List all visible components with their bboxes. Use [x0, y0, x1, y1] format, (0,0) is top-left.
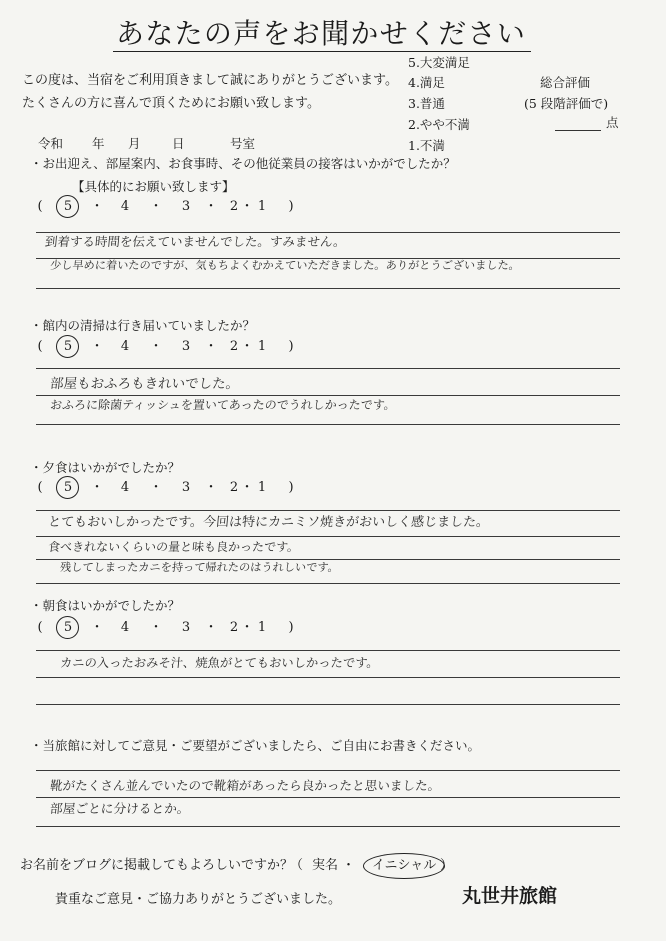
blog-option-real-name: 実名 [312, 858, 339, 873]
answer-rule [36, 770, 620, 771]
scale-open-paren: ( [37, 620, 43, 635]
legend-item-4: 4.満足 [408, 75, 445, 90]
rating-option-5: 5 [60, 620, 76, 636]
rating-option-1: 1 [257, 480, 267, 495]
legend-item-3: 3.普通 [408, 96, 445, 111]
legend-item-5: 5.大変満足 [408, 55, 470, 70]
rating-option-5: 5 [60, 339, 76, 355]
blog-option-initials: イニシャル [372, 858, 437, 873]
question-4-answer-line-1: カニの入ったおみそ汁、焼魚がとてもおいしかったです。 [59, 656, 380, 670]
answer-rule [36, 232, 620, 233]
rating-option-1: 1 [257, 339, 267, 354]
rating-option-4: 4 [120, 620, 130, 635]
question-1-hint: 【具体的にお願い致します】 [72, 179, 235, 194]
overall-rating-label: 総合評価 [540, 75, 591, 90]
answer-rule [36, 368, 620, 369]
question-5-text: ・当旅館に対してご意見・ご要望がございましたら、ご自由にお書きください。 [30, 738, 481, 753]
answer-rule [36, 797, 620, 798]
scale-separator: ・ [240, 339, 254, 354]
question-4-text: ・朝食はいかがでしたか？ [30, 598, 181, 613]
rating-option-2: 2 [229, 480, 239, 495]
question-1-answer-line-2: 少し早めに着いたのですが、気もちよくむかえていただきました。ありがとうございました。 [49, 259, 521, 272]
blog-permission-question: お名前をブログに掲載してもよろしいですか？ [20, 858, 294, 873]
date-year: 年 [92, 136, 105, 151]
legend-item-2: 2.やや不満 [408, 117, 470, 132]
intro-line-1: この度は、当宿をご利用頂きまして誠にありがとうございます。 [22, 73, 398, 88]
question-2-answer-line-1: 部屋もおふろもきれいでした。 [49, 376, 240, 392]
rating-option-3: 3 [181, 339, 191, 354]
answer-rule [36, 510, 620, 511]
rating-option-4: 4 [120, 339, 130, 354]
date-month: 月 [128, 136, 141, 151]
scale-separator: ・ [90, 480, 104, 495]
scale-separator: ・ [149, 199, 163, 214]
answer-rule [36, 424, 620, 425]
question-1-answer-line-1: 到着する時間を伝えていませんでした。すみません。 [44, 234, 347, 249]
scale-separator: ・ [240, 199, 254, 214]
legend-item-1: 1.不満 [408, 138, 445, 153]
blog-open-paren: （ [290, 858, 304, 873]
question-3-answer-line-3: 残してしまったカニを持って帰れたのはうれしいです。 [59, 561, 340, 574]
scale-close-paren: ) [288, 480, 294, 495]
overall-rating-blank [555, 130, 601, 131]
scale-open-paren: ( [37, 480, 43, 495]
answer-rule [36, 395, 620, 396]
thanks-message: 貴重なご意見・ご協力ありがとうございました。 [55, 892, 342, 907]
scale-open-paren: ( [37, 199, 43, 214]
rating-option-2: 2 [229, 199, 239, 214]
scale-separator: ・ [240, 480, 254, 495]
scale-separator: ・ [90, 620, 104, 635]
rating-option-4: 4 [120, 480, 130, 495]
rating-option-3: 3 [181, 199, 191, 214]
question-5-answer-line-2: 部屋ごとに分けるとか。 [49, 801, 191, 816]
scale-separator: ・ [90, 199, 104, 214]
question-4-rating-scale [0, 620, 320, 638]
scale-close-paren: ) [288, 339, 294, 354]
room-number: 号室 [230, 136, 256, 151]
scale-close-paren: ) [288, 199, 294, 214]
answer-rule [36, 583, 620, 584]
answer-rule [36, 288, 620, 289]
date-era: 令和 [38, 136, 64, 151]
question-2-text: ・館内の清掃は行き届いていましたか？ [30, 318, 256, 333]
rating-option-5: 5 [60, 480, 76, 496]
rating-option-1: 1 [257, 199, 267, 214]
overall-rating-note: (5 段階評価で) [524, 96, 609, 111]
intro-line-2: たくさんの方に喜んで頂くためにお願い致します。 [22, 96, 320, 111]
scale-separator: ・ [149, 339, 163, 354]
answer-rule [36, 559, 620, 560]
rating-option-3: 3 [181, 480, 191, 495]
scale-separator: ・ [149, 480, 163, 495]
blog-close-paren: ） [440, 858, 454, 873]
answer-rule [36, 650, 620, 651]
scale-close-paren: ) [288, 620, 294, 635]
scale-open-paren: ( [37, 339, 43, 354]
question-3-text: ・夕食はいかがでしたか？ [30, 460, 181, 475]
rating-option-2: 2 [229, 620, 239, 635]
answer-rule [36, 704, 620, 705]
rating-option-5: 5 [60, 199, 76, 215]
inn-name: 丸世井旅館 [462, 885, 558, 907]
answer-rule [36, 536, 620, 537]
scale-separator: ・ [90, 339, 104, 354]
scale-separator: ・ [204, 199, 218, 214]
answer-rule [36, 677, 620, 678]
question-1-text: ・お出迎え、部屋案内、お食事時、その他従業員の接客はいかがでしたか？ [30, 156, 456, 171]
question-2-answer-line-2: おふろに除菌ティッシュを置いてあったのでうれしかったです。 [49, 398, 397, 412]
scale-separator: ・ [204, 339, 218, 354]
question-3-answer-line-1: とてもおいしかったです。今回は特にカニミソ焼きがおいしく感じました。 [47, 515, 490, 530]
question-3-rating-scale [0, 480, 320, 498]
rating-option-3: 3 [181, 620, 191, 635]
title-underline [113, 51, 531, 52]
scale-separator: ・ [240, 620, 254, 635]
rating-option-4: 4 [120, 199, 130, 214]
question-3-answer-line-2: 食べきれないくらいの量と味も良かったです。 [47, 540, 300, 554]
rating-option-1: 1 [257, 620, 267, 635]
answer-rule [36, 826, 620, 827]
overall-rating-unit: 点 [606, 115, 619, 130]
rating-option-2: 2 [229, 339, 239, 354]
scale-separator: ・ [149, 620, 163, 635]
question-5-answer-line-1: 靴がたくさん並んでいたので靴箱があったら良かったと思いました。 [49, 778, 441, 793]
question-1-rating-scale [0, 199, 320, 217]
question-2-rating-scale [0, 339, 320, 357]
scale-separator: ・ [204, 480, 218, 495]
date-day: 日 [172, 136, 185, 151]
scale-separator: ・ [204, 620, 218, 635]
form-title: あなたの声をお聞かせください [116, 17, 527, 50]
blog-separator: ・ [342, 858, 356, 873]
